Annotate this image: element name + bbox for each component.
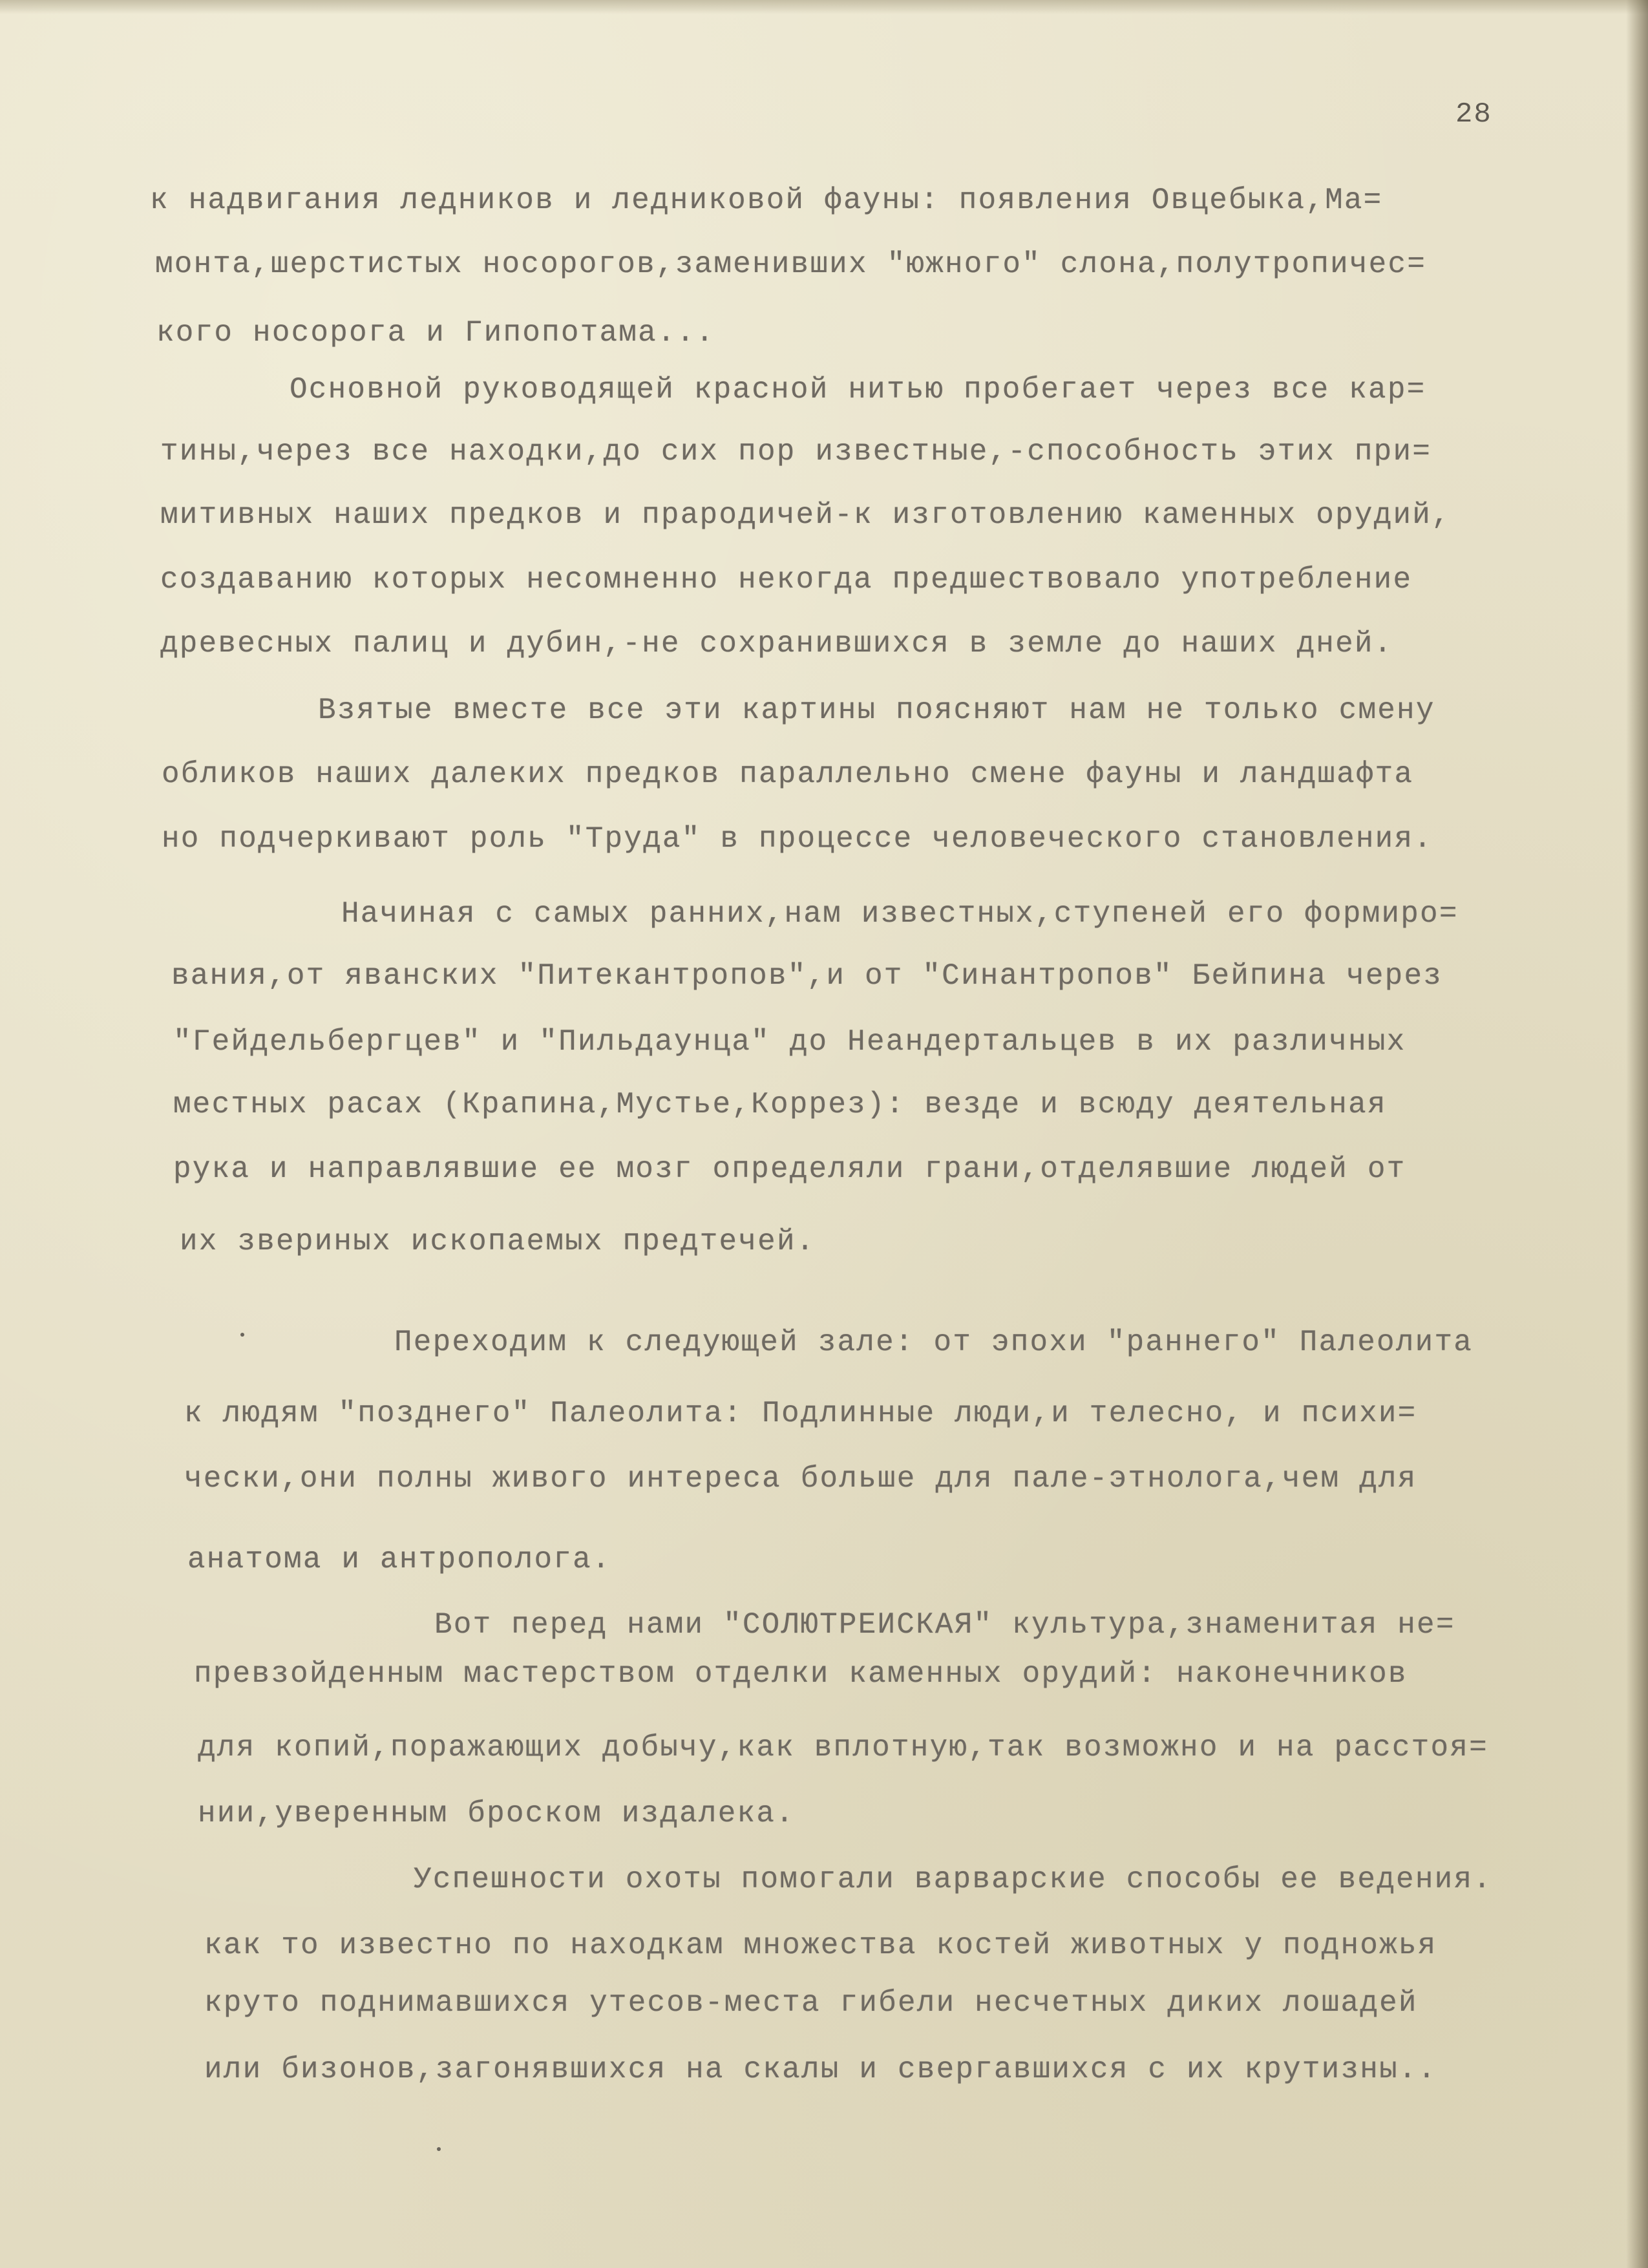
text-line: но подчеркивают роль "Труда" в процессе человеческого становления.	[162, 822, 1433, 856]
text-line: митивных наших предков и прародичей-к изготовлению каменных орудий,	[160, 498, 1451, 532]
text-line: к надвигания ледников и ледниковой фауны: появления Овцебыка,Ма=	[150, 184, 1383, 217]
text-line: превзойденным мастерством отделки каменных орудий: наконечников	[194, 1657, 1408, 1691]
ink-speck	[240, 1333, 244, 1337]
text-line: кого носорога и Гипопотама...	[156, 316, 715, 350]
text-line: как то известно по находкам множества костей животных у подножья	[204, 1929, 1437, 1962]
text-line: тины,через все находки,до сих пор известные,-способность этих при=	[160, 435, 1432, 469]
text-line: Вот перед нами "СОЛЮТРЕИСКАЯ" культура,знаменитая не=	[434, 1608, 1455, 1642]
page-number: 28	[1455, 98, 1492, 131]
text-line: Основной руководящей красной нитью пробегает через все кар=	[290, 373, 1426, 407]
text-line: Взятые вместе все эти картины поясняют нам не только смену	[318, 694, 1435, 727]
text-line: вания,от яванских "Питекантропов",и от "Синантропов" Бейпина через	[171, 959, 1443, 993]
text-line: нии,уверенным броском издалека.	[198, 1797, 795, 1830]
text-line: обликов наших далеких предков параллельно смене фауны и ландшафта	[162, 758, 1414, 791]
text-line: местных расах (Крапина,Мустье,Коррез): везде и всюду деятельная	[173, 1088, 1387, 1121]
text-line: создаванию которых несомненно некогда предшествовало употребление	[160, 563, 1413, 597]
text-line: чески,они полны живого интереса больше для пале-этнолога,чем для	[184, 1462, 1417, 1496]
text-line: анатома и антрополога.	[187, 1543, 611, 1576]
text-line: к людям "позднего" Палеолита: Подлинные люди,и телесно, и психи=	[184, 1397, 1417, 1430]
text-line: Переходим к следующей зале: от эпохи "раннего" Палеолита	[394, 1326, 1474, 1359]
text-line: монта,шерстистых носорогов,заменивших "южного" слона,полутропичес=	[155, 248, 1427, 281]
text-line: их звериных ископаемых предтечей.	[180, 1225, 816, 1258]
text-line: древесных палиц и дубин,-не сохранившихся в земле до наших дней.	[160, 627, 1393, 661]
text-line: "Гейдельбергцев" и "Пильдаунца" до Неандертальцев в их различных	[173, 1025, 1406, 1059]
text-line: Начиная с самых ранних,нам известных,ступеней его формиро=	[341, 897, 1459, 931]
text-line: или бизонов,загонявшихся на скалы и свергавшихся с их крутизны..	[204, 2053, 1437, 2086]
ink-speck	[437, 2147, 441, 2151]
text-line: рука и направлявшие ее мозг определяли грани,отделявшие людей от	[173, 1152, 1406, 1186]
text-line: Успешности охоты помогали варварские способы ее ведения.	[414, 1863, 1493, 1896]
text-line: для копий,поражающих добычу,как вплотную,так возможно и на расстоя=	[198, 1731, 1488, 1765]
text-line: круто поднимавшихся утесов-места гибели несчетных диких лошадей	[204, 1986, 1418, 2020]
